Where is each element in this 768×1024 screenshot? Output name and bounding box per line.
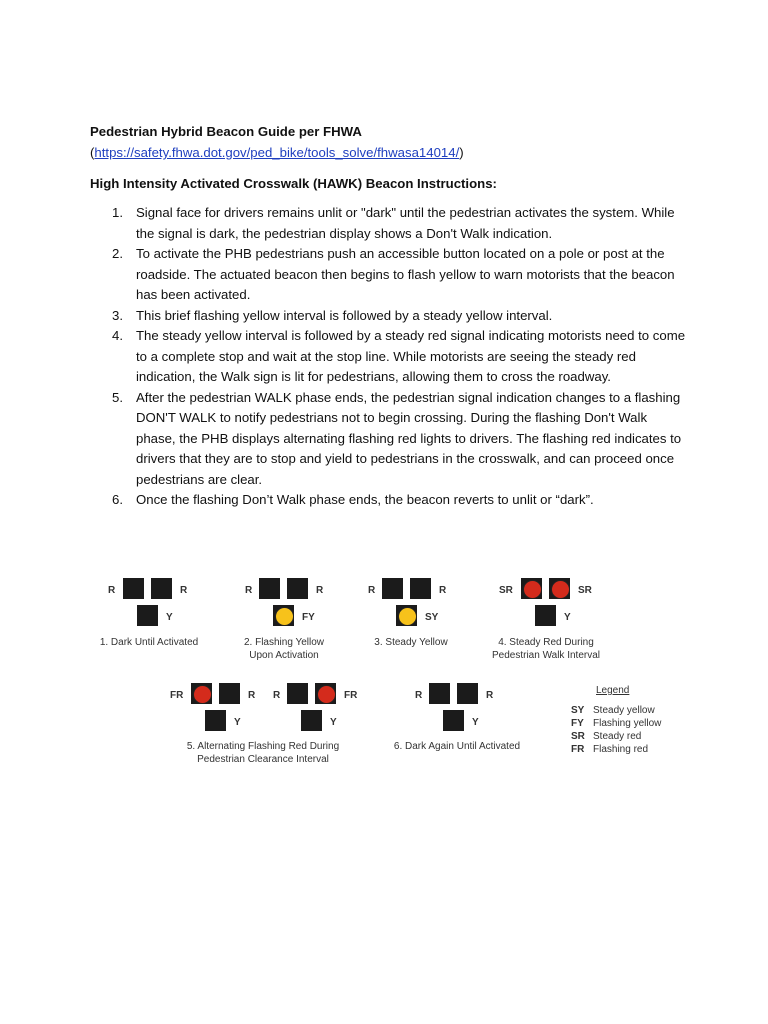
beacon-bottom-lamp (136, 604, 159, 627)
yellow-lamp-icon (398, 607, 417, 626)
step-number: 3. (112, 307, 123, 323)
legend-meaning: Flashing yellow (593, 718, 662, 729)
beacon-right-label: R (180, 585, 188, 596)
beacon-bottom-label: Y (472, 717, 479, 728)
beacon-left-label: R (368, 585, 376, 596)
beacon-right-lamp (456, 682, 479, 705)
beacon-right-lamp (548, 577, 571, 600)
step-text: Signal face for drivers remains unlit or "dark" until the pedestrian activates the system. While the signal is dark, the pedestrian display shows a Don't Walk indication. (136, 205, 675, 241)
step-number: 1. (112, 205, 123, 220)
beacon-left-label: R (108, 585, 116, 596)
beacon-right-lamp (218, 682, 241, 705)
caption-line: Pedestrian Walk Interval (491, 650, 600, 661)
beacon-caption (356, 636, 466, 649)
beacon-right-label: R (486, 690, 494, 701)
step-text: The steady yellow interval is followed by a steady red signal indicating motorists need to come to a complete stop and wait at the stop line. While motorists are seeing the steady red indication, the Walk sign is lit for pedestrians, allowing them to cross the roadway. (136, 328, 686, 384)
legend-meaning: Steady yellow (593, 705, 655, 716)
beacon-right-label: SR (578, 585, 592, 596)
legend-code: SY (571, 705, 585, 716)
red-lamp-icon (523, 580, 542, 599)
caption-line: 3. Steady Yellow (374, 637, 448, 648)
legend-row (571, 705, 655, 716)
beacon-bottom-lamp (272, 604, 295, 627)
beacon-left-label: R (273, 690, 281, 701)
beacon-caption (386, 740, 528, 753)
beacon-bottom-label: Y (234, 717, 241, 728)
step-text: Once the flashing Don’t Walk phase ends, the beacon reverts to unlit or “dark”. (136, 492, 594, 507)
steps-list (90, 203, 690, 511)
step-item (90, 244, 690, 306)
beacon-left-label: SR (499, 585, 513, 596)
step-number: 2. (112, 246, 123, 261)
beacon-bottom-lamp (395, 604, 418, 627)
source-link[interactable]: https://safety.fhwa.dot.gov/ped_bike/tools_solve/fhwasa14014/ (94, 145, 460, 160)
beacon-left-lamp (286, 682, 309, 705)
beacon-left-lamp (258, 577, 281, 600)
red-lamp-icon (317, 685, 336, 704)
beacon-right-lamp (314, 682, 337, 705)
step-item (90, 306, 690, 327)
caption-line: 2. Flashing Yellow (243, 637, 325, 648)
beacon-bottom-lamp (204, 709, 227, 732)
red-lamp-icon (551, 580, 570, 599)
legend-code: FR (571, 744, 585, 755)
caption-line: Upon Activation (249, 650, 319, 661)
doc-subtitle: High Intensity Activated Crosswalk (HAWK) Beacon Instructions: (90, 176, 497, 191)
step-text: This brief flashing yellow interval is followed by a steady yellow interval. (136, 307, 553, 323)
source-line (90, 143, 690, 164)
legend-row (571, 744, 648, 755)
beacon-bottom-lamp (442, 709, 465, 732)
beacon-bottom-lamp (534, 604, 557, 627)
beacon-bottom-label: SY (425, 612, 439, 623)
beacon-right-label: R (316, 585, 324, 596)
step-item (90, 203, 690, 244)
legend-row (571, 718, 661, 729)
beacon-right-lamp (409, 577, 432, 600)
legend-code: SR (571, 731, 585, 742)
step-text: After the pedestrian WALK phase ends, the pedestrian signal indication changes to a flashing DON'T WALK to notify pedestrians not to begin crossing. During the flashing Don't Walk phase, the PHB displays alternating flashing red lights to drivers. The flashing red indicates to drivers that they are to stop and yield to pedestrians in the crosswalk, and can proceed once pedestrians are clear. (136, 389, 682, 487)
beacon-caption (92, 636, 206, 649)
legend-meaning: Flashing red (593, 744, 649, 755)
beacon-right-lamp (150, 577, 173, 600)
beacon-right-label: FR (344, 690, 358, 701)
beacon-bottom-label: Y (564, 612, 571, 623)
beacon-left-label: FR (170, 690, 184, 701)
beacon-left-lamp (122, 577, 145, 600)
step-item (90, 326, 690, 388)
step-item (90, 490, 690, 511)
caption-line: Pedestrian Clearance Interval (197, 754, 329, 765)
legend-title: Legend (596, 685, 630, 696)
step-item (90, 388, 690, 491)
beacon-left-lamp (428, 682, 451, 705)
legend-meaning: Steady red (593, 731, 642, 742)
caption-line: 5. Alternating Flashing Red During (186, 741, 340, 752)
beacon-left-label: R (245, 585, 253, 596)
beacon-bottom-label: Y (330, 717, 337, 728)
beacon-left-lamp (381, 577, 404, 600)
beacon-left-lamp (190, 682, 213, 705)
legend-row (571, 731, 641, 742)
step-text: To activate the PHB pedestrians push an accessible button located on a pole or post at the roadside. The actuated beacon then begins to flash yellow to warn motorists that the beacon has been activated. (136, 246, 675, 302)
beacon-caption-5 (172, 740, 354, 766)
caption-line: 1. Dark Until Activated (99, 637, 199, 648)
yellow-lamp-icon (275, 607, 294, 626)
step-number: 5. (112, 389, 123, 405)
url-open-paren: ( (90, 145, 95, 160)
step-number: 6. (112, 492, 123, 507)
beacon-bottom-lamp (300, 709, 323, 732)
beacon-left-lamp (520, 577, 543, 600)
beacon-right-label: R (248, 690, 256, 701)
caption-line: 4. Steady Red During (498, 637, 594, 648)
beacon-left-label: R (415, 690, 423, 701)
doc-title: Pedestrian Hybrid Beacon Guide per FHWA (90, 124, 362, 139)
legend-code: FY (571, 718, 584, 729)
beacon-bottom-label: FY (302, 612, 315, 623)
url-close-paren: ) (459, 145, 464, 160)
caption-line: 6. Dark Again Until Activated (393, 741, 521, 752)
beacon-right-label: R (439, 585, 447, 596)
beacon-bottom-label: Y (166, 612, 173, 623)
beacon-right-lamp (286, 577, 309, 600)
step-number: 4. (112, 328, 123, 343)
beacon-caption (226, 636, 342, 662)
red-lamp-icon (193, 685, 212, 704)
beacon-caption (482, 636, 610, 662)
